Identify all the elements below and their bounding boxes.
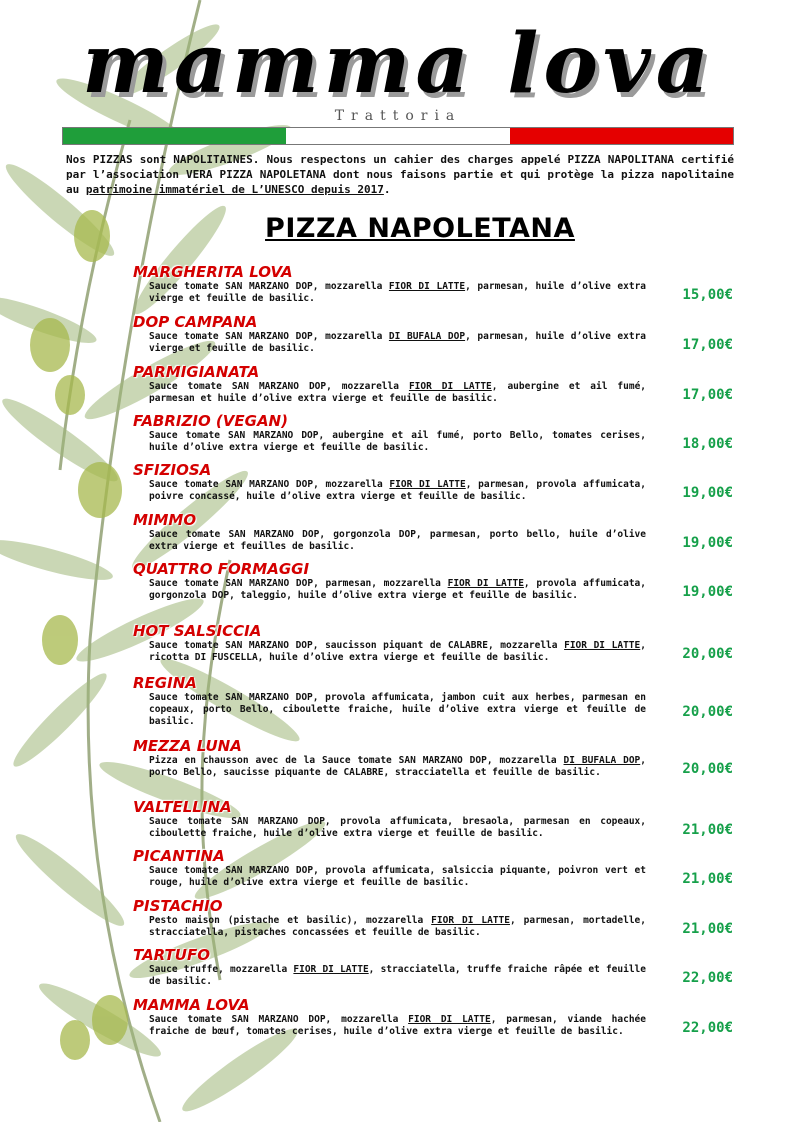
description-underlined-text: FIOR DI LATTE bbox=[564, 640, 641, 651]
pizza-price: 20,00€ bbox=[682, 646, 733, 662]
subtitle: Trattoria bbox=[334, 108, 462, 124]
pizza-name: VALTELLINA bbox=[133, 798, 232, 816]
menu-item bbox=[133, 264, 733, 305]
pizza-description bbox=[149, 529, 646, 553]
pizza-details bbox=[133, 479, 733, 503]
pizza-details bbox=[133, 381, 733, 405]
pizza-description bbox=[149, 430, 646, 454]
pizza-price: 21,00€ bbox=[682, 921, 733, 937]
menu-item bbox=[133, 675, 733, 728]
description-text: Sauce tomate SAN MARZANO DOP, provola affumicata, salsiccia piquante, poivron vert et rouge, huile d’olive extra vierge et feuille de basilic. bbox=[149, 865, 646, 888]
description-underlined-text: FIOR DI LATTE bbox=[293, 964, 369, 975]
description-text: , parmesan, huile d’olive extra vierge et feuille de basilic. bbox=[149, 331, 647, 354]
menu-item bbox=[133, 738, 733, 779]
description-underlined-text: FIOR DI LATTE bbox=[408, 1014, 491, 1025]
pizza-price: 20,00€ bbox=[682, 761, 733, 777]
description-text: , stracciatella, truffe fraiche râpée et feuille de basilic. bbox=[149, 964, 646, 987]
description-text: Sauce tomate SAN MARZANO DOP, mozzarella bbox=[149, 281, 389, 292]
pizza-details bbox=[133, 578, 733, 602]
description-text: Sauce tomate SAN MARZANO DOP, mozzarella bbox=[149, 381, 409, 392]
menu-item bbox=[133, 364, 733, 405]
description-text: Sauce tomate SAN MARZANO DOP, provola affumicata, bresaola, parmesan en copeaux, ciboulette fraiche, huile d’olive extra vierge et feuille de basilic. bbox=[149, 816, 646, 839]
description-text: Pizza en chausson avec de la Sauce tomate SAN MARZANO DOP, mozzarella bbox=[149, 755, 564, 766]
menu-item bbox=[133, 512, 733, 553]
description-text: Sauce tomate SAN MARZANO DOP, mozzarella bbox=[149, 479, 390, 490]
pizza-description bbox=[149, 640, 646, 664]
pizza-name: MIMMO bbox=[133, 511, 197, 529]
pizza-price: 18,00€ bbox=[682, 436, 733, 452]
pizza-description bbox=[149, 1014, 646, 1038]
menu-item bbox=[133, 462, 733, 503]
menu-item bbox=[133, 848, 733, 889]
pizza-name: PISTACHIO bbox=[133, 897, 223, 915]
pizza-description bbox=[149, 479, 646, 503]
pizza-name: HOT SALSICCIA bbox=[133, 622, 262, 640]
pizza-description bbox=[149, 692, 646, 728]
description-underlined-text: FIOR DI LATTE bbox=[431, 915, 510, 926]
pizza-price: 17,00€ bbox=[682, 387, 733, 403]
menu-item bbox=[133, 561, 733, 602]
pizza-name: PICANTINA bbox=[133, 847, 225, 865]
pizza-details bbox=[133, 692, 733, 728]
pizza-details bbox=[133, 865, 733, 889]
pizza-details bbox=[133, 281, 733, 305]
restaurant-logo: mamma lova bbox=[82, 16, 714, 112]
menu-item bbox=[133, 413, 733, 454]
intro-text: Nos PIZZAS sont NAPOLITAINES. Nous respectons un cahier des charges appelé PIZZA NAPOLITANA certifié par l’association VERA PIZZA NAPOLETANA dont nous faisons partie et qui protège la pizza napolitaine au bbox=[66, 153, 734, 196]
section-title: PIZZA NAPOLETANA bbox=[265, 213, 575, 244]
description-text: Sauce tomate SAN MARZANO DOP, gorgonzola DOP, parmesan, porto bello, huile d’olive extra vierge et feuilles de basilic. bbox=[149, 529, 646, 552]
pizza-details bbox=[133, 430, 733, 454]
description-text: , provola affumicata, gorgonzola DOP, taleggio, huile d’olive extra vierge et feuille de basilic. bbox=[149, 578, 646, 601]
pizza-details bbox=[133, 1014, 733, 1038]
pizza-description bbox=[149, 964, 646, 988]
description-underlined-text: DI BUFALA DOP bbox=[563, 755, 641, 766]
pizza-description bbox=[149, 915, 646, 939]
description-text: , parmesan, viande hachée fraiche de bœuf, tomates cerises, huile d’olive extra vierge et feuille de basilic. bbox=[149, 1014, 646, 1037]
intro-underlined-text: patrimoine immatériel de L’UNESCO depuis 2017 bbox=[85, 183, 384, 196]
menu-item bbox=[133, 799, 733, 840]
description-text: , ricotta DI FUSCELLA, huile d’olive extra vierge et feuille de basilic. bbox=[149, 640, 646, 663]
pizza-details bbox=[133, 331, 733, 355]
pizza-price: 21,00€ bbox=[682, 822, 733, 838]
description-text: Sauce tomate SAN MARZANO DOP, provola affumicata, jambon cuit aux herbes, parmesan en copeaux, porto Bello, ciboulette fraiche, huile d’olive extra vierge et feuille de basilic. bbox=[149, 692, 646, 727]
pizza-details bbox=[133, 640, 733, 664]
pizza-name: PARMIGIANATA bbox=[133, 363, 260, 381]
description-underlined-text: DI BUFALA DOP bbox=[388, 331, 466, 342]
pizza-price: 15,00€ bbox=[682, 287, 733, 303]
description-text: , parmesan, mortadelle, stracciatella, pistaches concassées et feuille de basilic. bbox=[149, 915, 646, 938]
pizza-description bbox=[149, 578, 646, 602]
pizza-description bbox=[149, 755, 646, 779]
description-underlined-text: FIOR DI LATTE bbox=[388, 281, 466, 292]
description-text: , parmesan, provola affumicata, poivre concassé, huile d’olive extra vierge et feuille de basilic. bbox=[149, 479, 646, 502]
pizza-price: 20,00€ bbox=[682, 704, 733, 720]
pizza-name: MEZZA LUNA bbox=[133, 737, 242, 755]
pizza-description bbox=[149, 865, 646, 889]
description-text: Sauce tomate SAN MARZANO DOP, mozzarella bbox=[149, 331, 389, 342]
pizza-price: 19,00€ bbox=[682, 485, 733, 501]
pizza-name: FABRIZIO (VEGAN) bbox=[133, 412, 288, 430]
intro-text: . bbox=[383, 183, 391, 196]
pizza-price: 17,00€ bbox=[682, 337, 733, 353]
description-underlined-text: FIOR DI LATTE bbox=[408, 381, 492, 392]
menu-item bbox=[133, 623, 733, 664]
pizza-details bbox=[133, 529, 733, 553]
pizza-description bbox=[149, 331, 646, 355]
pizza-price: 21,00€ bbox=[682, 871, 733, 887]
description-text: , aubergine et ail fumé, parmesan et huile d’olive extra vierge et feuille de basilic. bbox=[149, 381, 647, 404]
pizza-details bbox=[133, 915, 733, 939]
pizza-description bbox=[149, 281, 646, 305]
description-underlined-text: FIOR DI LATTE bbox=[389, 479, 466, 490]
description-text: Sauce tomate SAN MARZANO DOP, mozzarella bbox=[149, 1014, 409, 1025]
menu-item bbox=[133, 997, 733, 1038]
description-text: , parmesan, huile d’olive extra vierge et feuille de basilic. bbox=[149, 281, 647, 304]
pizza-details bbox=[133, 964, 733, 988]
pizza-details bbox=[133, 755, 733, 779]
description-text: Sauce tomate SAN MARZANO DOP, parmesan, mozzarella bbox=[149, 578, 448, 589]
pizza-description bbox=[149, 816, 646, 840]
pizza-name: DOP CAMPANA bbox=[133, 313, 258, 331]
pizza-name: MARGHERITA LOVA bbox=[133, 263, 293, 281]
description-text: Sauce tomate SAN MARZANO DOP, saucisson piquant de CALABRE, mozzarella bbox=[149, 640, 565, 651]
pizza-details bbox=[133, 816, 733, 840]
pizza-name: TARTUFO bbox=[133, 946, 210, 964]
description-text: Sauce truffe, mozzarella bbox=[149, 964, 294, 975]
description-text: , porto Bello, saucisse piquante de CALABRE, stracciatella et feuille de basilic. bbox=[149, 755, 646, 778]
pizza-price: 19,00€ bbox=[682, 584, 733, 600]
pizza-name: REGINA bbox=[133, 674, 197, 692]
pizza-price: 19,00€ bbox=[682, 535, 733, 551]
pizza-price: 22,00€ bbox=[682, 970, 733, 986]
menu-item bbox=[133, 314, 733, 355]
pizza-price: 22,00€ bbox=[682, 1020, 733, 1036]
menu-item bbox=[133, 898, 733, 939]
description-underlined-text: FIOR DI LATTE bbox=[447, 578, 524, 589]
pizza-name: SFIZIOSA bbox=[133, 461, 212, 479]
menu-item bbox=[133, 947, 733, 988]
description-text: Sauce tomate SAN MARZANO DOP, aubergine et ail fumé, porto Bello, tomates cerises, huile d’olive extra vierge et feuille de basilic. bbox=[149, 430, 646, 453]
pizza-description bbox=[149, 381, 646, 405]
pizza-name: MAMMA LOVA bbox=[133, 996, 250, 1014]
description-text: Pesto maison (pistache et basilic), mozzarella bbox=[149, 915, 432, 926]
pizza-name: QUATTRO FORMAGGI bbox=[133, 560, 310, 578]
